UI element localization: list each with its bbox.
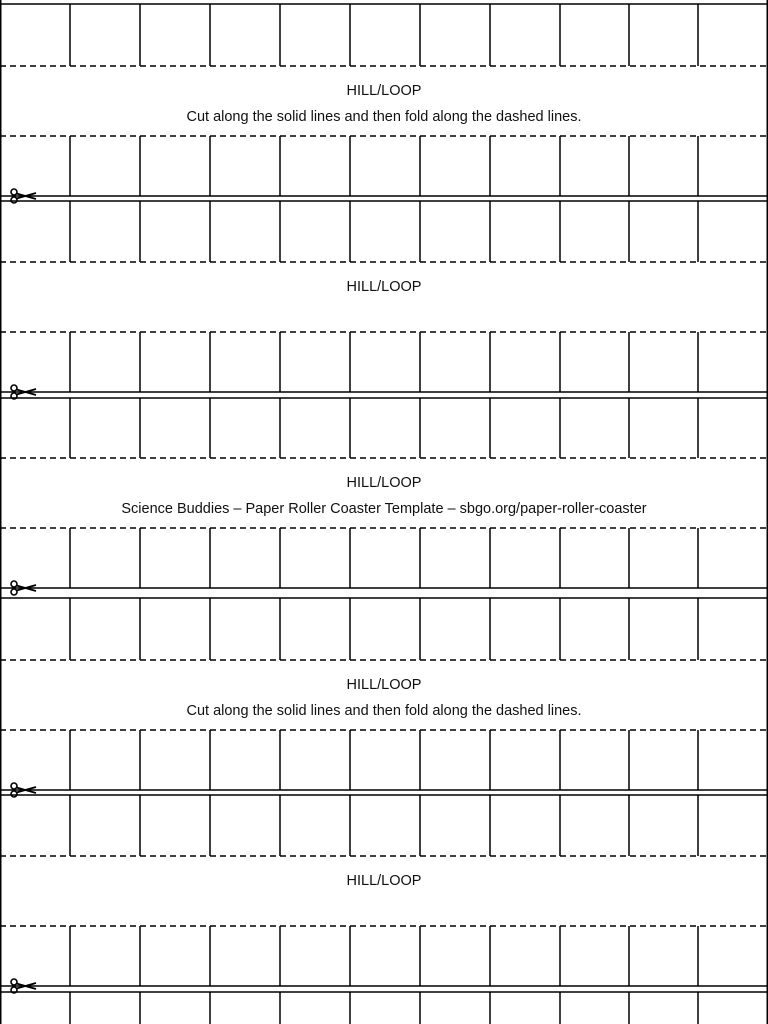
strip-4-labels <box>0 672 768 724</box>
strip-1-title: HILL/LOOP <box>346 83 422 99</box>
scissors-icon <box>8 384 38 400</box>
strip-2-title: HILL/LOOP <box>346 279 422 295</box>
strip-1-instructions: Cut along the solid lines and then fold along the dashed lines. <box>186 109 582 125</box>
scissors-icon <box>8 580 38 596</box>
strip-3-labels <box>0 470 768 522</box>
scissors-icon <box>8 188 38 204</box>
strip-3-title: HILL/LOOP <box>346 475 422 491</box>
strip-3-credit: Science Buddies – Paper Roller Coaster Template – sbgo.org/paper-roller-coaster <box>121 501 647 517</box>
strip-5-labels <box>0 868 768 894</box>
strip-2-labels <box>0 274 768 300</box>
strip-5-title: HILL/LOOP <box>346 873 422 889</box>
scissors-icon <box>8 978 38 994</box>
strip-1-labels <box>0 78 768 130</box>
scissors-icon <box>8 782 38 798</box>
strip-4-title: HILL/LOOP <box>346 677 422 693</box>
strip-4-instructions: Cut along the solid lines and then fold along the dashed lines. <box>186 703 582 719</box>
